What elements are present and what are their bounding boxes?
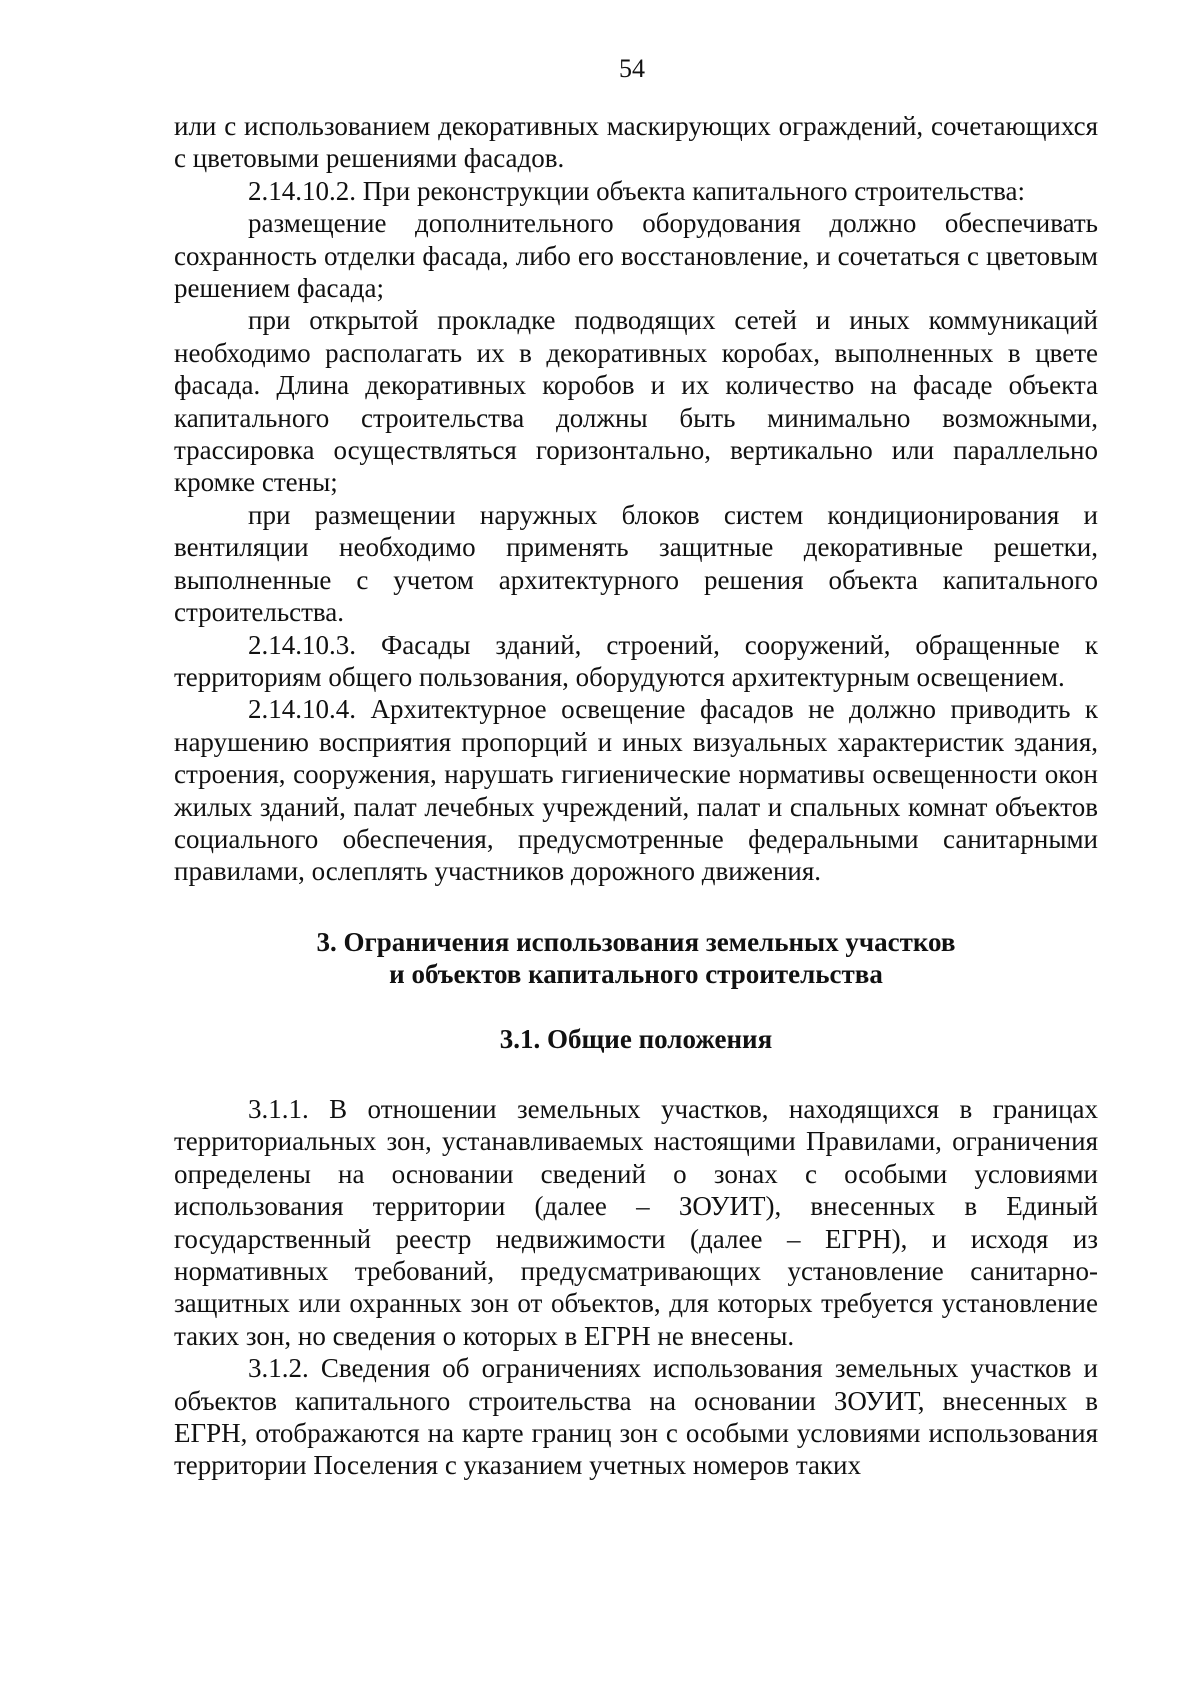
document-body xyxy=(174,110,1098,1482)
subsection-heading: 3.1. Общие положения xyxy=(499,1023,773,1054)
paragraph: при размещении наружных блоков систем кондиционирования и вентиляции необходимо применять защитные декоративные решетки, выполненные с учетом архитектурного решения объекта капитального строительства. xyxy=(174,499,1098,628)
paragraph: 2.14.10.4. Архитектурное освещение фасадов не должно приводить к нарушению восприятия пропорций и иных визуальных характеристик здания, строения, сооружения, нарушать гигиенические нормативы освещенности окон жилых зданий, палат лечебных учреждений, палат и спальных комнат объектов социального обеспечения, предусмотренные федеральными санитарными правилами, ослеплять участников дорожного движения. xyxy=(174,694,1098,887)
page-number: 54 xyxy=(619,54,645,83)
section-heading xyxy=(174,926,1098,991)
section-heading-line-1: 3. Ограничения использования земельных участков xyxy=(316,926,956,957)
paragraph: или с использованием декоративных маскирующих ограждений, сочетающихся с цветовыми решениями фасадов. xyxy=(174,111,1098,174)
paragraphs-bottom xyxy=(174,1093,1098,1482)
paragraph: 3.1.1. В отношении земельных участков, находящихся в границах территориальных зон, устанавливаемых настоящими Правилами, ограничения определены на основании сведений о зонах с особыми условиями использования территории (далее – ЗОУИТ), внесенных в Единый государственный реестр недвижимости (далее – ЕГРН), и исходя из нормативных требований, предусматривающих установление санитарно-защитных или охранных зон от объектов, для которых требуется установление таких зон, но сведения о которых в ЕГРН не внесены. xyxy=(174,1093,1098,1351)
paragraph: 2.14.10.2. При реконструкции объекта капитального строительства: xyxy=(248,175,1026,206)
section-heading-line-2: и объектов капитального строительства xyxy=(389,959,883,990)
paragraph: 3.1.2. Сведения об ограничениях использования земельных участков и объектов капитального строительства на основании ЗОУИТ, внесенных в ЕГРН, отображаются на карте границ зон с особыми условиями использования территории Поселения с указанием учетных номеров таких xyxy=(174,1353,1098,1481)
paragraph: 2.14.10.3. Фасады зданий, строений, сооружений, обращенные к территориям общего пользования, оборудуются архитектурным освещением. xyxy=(174,629,1098,692)
paragraph: размещение дополнительного оборудования должно обеспечивать сохранность отделки фасада, либо его восстановление, и сочетаться с цветовым решением фасада; xyxy=(174,208,1098,304)
paragraphs-top xyxy=(174,110,1098,888)
paragraph: при открытой прокладке подводящих сетей и иных коммуникаций необходимо располагать их в декоративных коробах, выполненных в цвете фасада. Длина декоративных коробов и их количество на фасаде объекта капитального строительства должны быть минимально возможными, трассировка осуществляться горизонтально, вертикально или параллельно кромке стены; xyxy=(174,305,1098,498)
